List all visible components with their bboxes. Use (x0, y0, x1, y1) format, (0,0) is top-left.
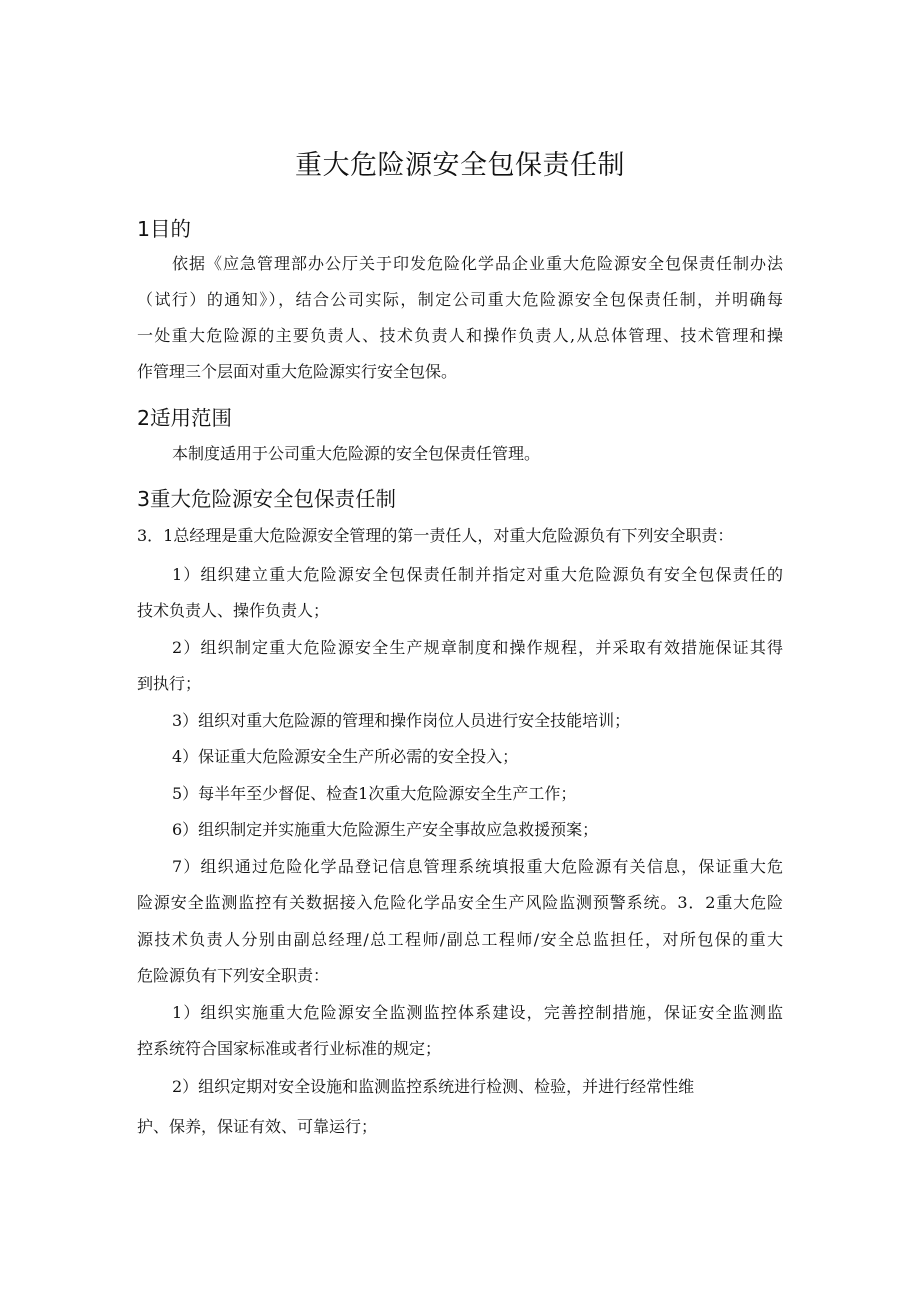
list-item-line: 到执行； (137, 674, 202, 693)
list-item-line: 1）组织实施重大危险源安全监测监控体系建设，完善控制措施，保证安全监测监 (172, 1003, 783, 1022)
list-item-line: 3）组织对重大危险源的管理和操作岗位人员进行安全技能培训； (172, 711, 631, 730)
paragraph-line: （试行）的通知》），结合公司实际，制定公司重大危险源安全包保责任制，并明确每 (137, 290, 783, 309)
paragraph-line: 险源安全监测监控有关数据接入危险化学品安全生产风险监测预警系统。3．2重大危险 (137, 893, 783, 912)
list-item-line: 2）组织制定重大危险源安全生产规章制度和操作规程，并采取有效措施保证其得 (172, 638, 783, 657)
list-item-line: 6）组织制定并实施重大危险源生产安全事故应急救援预案； (172, 820, 599, 839)
paragraph-line: 3．1总经理是重大危险源安全管理的第一责任人，对重大危险源负有下列安全职责： (137, 526, 734, 545)
section-heading-purpose: 1目的 (137, 217, 192, 241)
list-item-line: 4）保证重大危险源安全生产所必需的安全投入； (172, 747, 519, 766)
paragraph-line: 本制度适用于公司重大危险源的安全包保责任管理。 (172, 444, 541, 463)
list-item-line: 1）组织建立重大危险源安全包保责任制并指定对重大危险源负有安全包保责任的 (172, 565, 783, 584)
paragraph-line: 一处重大危险源的主要负责人、技术负责人和操作负责人,从总体管理、技术管理和操 (137, 326, 783, 345)
paragraph-line: 作管理三个层面对重大危险源实行安全包保。 (137, 362, 458, 381)
list-item-line: 控系统符合国家标准或者行业标准的规定； (137, 1039, 442, 1058)
list-item-line: 2）组织定期对安全设施和监测监控系统进行检测、检验，并进行经常性维 (172, 1077, 695, 1096)
section-heading-responsibility: 3重大危险源安全包保责任制 (137, 487, 397, 511)
section-heading-scope: 2适用范围 (137, 406, 233, 430)
paragraph-line: 依据《应急管理部办公厅关于印发危险化学品企业重大危险源安全包保责任制办法 (172, 254, 783, 273)
list-item-line: 7）组织通过危险化学品登记信息管理系统填报重大危险源有关信息，保证重大危 (172, 857, 783, 876)
list-item-line: 技术负责人、操作负责人； (137, 601, 330, 620)
paragraph-line: 危险源负有下列安全职责： (137, 966, 330, 985)
list-item-line: 5）每半年至少督促、检查1次重大危险源安全生产工作； (172, 784, 577, 803)
list-item-line: 护、保养，保证有效、可靠运行； (137, 1117, 378, 1136)
document-title: 重大危险源安全包保责任制 (295, 150, 625, 181)
paragraph-line: 源技术负责人分别由副总经理/总工程师/副总工程师/安全总监担任，对所包保的重大 (137, 930, 783, 949)
